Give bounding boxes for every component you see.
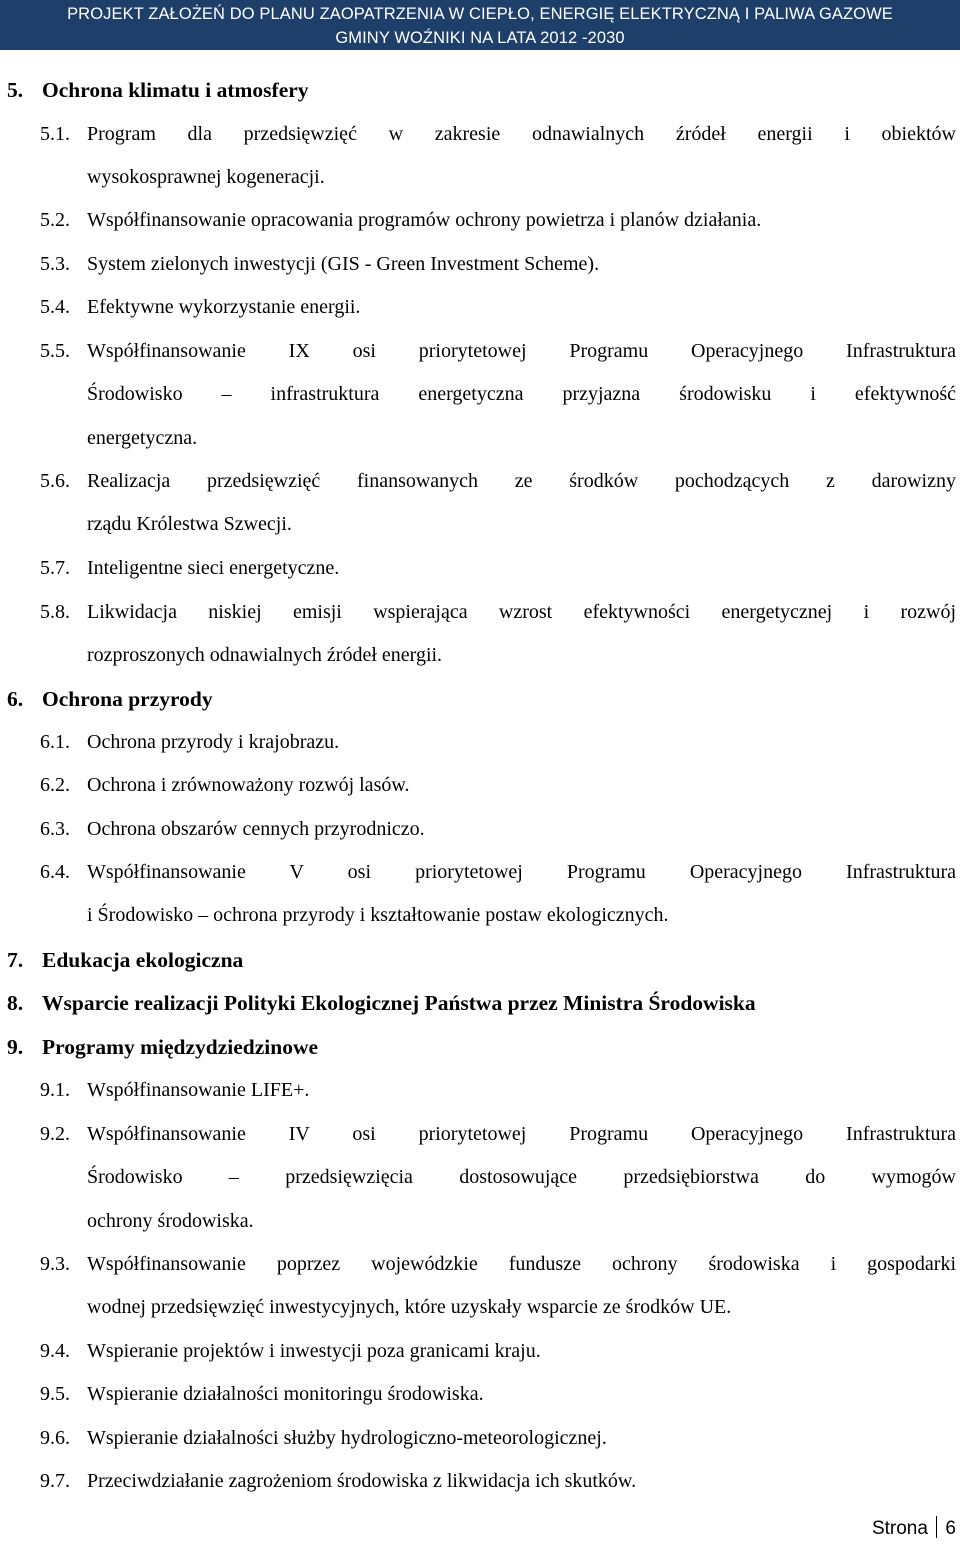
page-label: Strona	[871, 1518, 928, 1539]
divider	[936, 1516, 938, 1538]
section-heading: 7. Edukacja ekologiczna	[7, 948, 244, 972]
header-line-2: GMINY WOŹNIKI NA LATA 2012 -2030	[335, 29, 625, 47]
document-header	[0, 0, 960, 50]
page-number	[872, 1516, 956, 1540]
header-line-1: PROJEKT ZAŁOŻEŃ DO PLANU ZAOPATRZENIA W CIEPŁO, ENERGIĘ ELEKTRYCZNĄ I PALIWA GAZOWE	[67, 5, 893, 23]
section-heading: 8. Wsparcie realizacji Polityki Ekologicznej Państwa przez Ministra Środowiska	[7, 991, 756, 1015]
section-heading: 5. Ochrona klimatu i atmosfery	[7, 78, 309, 102]
section-heading: 6. Ochrona przyrody	[7, 687, 213, 711]
page-value: 6	[945, 1518, 956, 1539]
section-heading: 9. Programy międzydziedzinowe	[7, 1035, 319, 1059]
